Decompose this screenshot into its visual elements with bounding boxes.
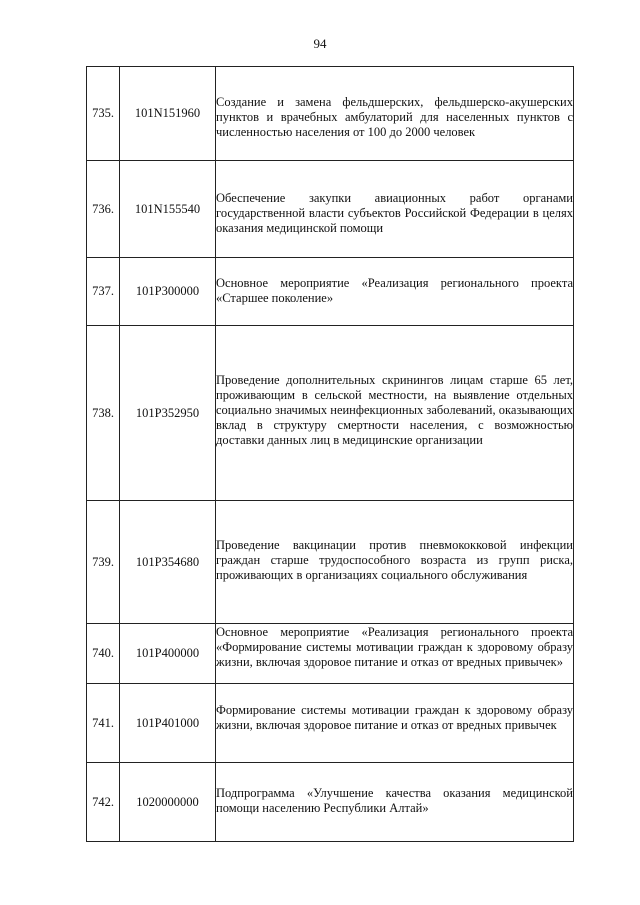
row-number: 740. xyxy=(87,624,120,684)
row-description xyxy=(216,624,574,684)
row-number: 738. xyxy=(87,326,120,501)
row-number: 735. xyxy=(87,67,120,161)
target-article-code: 101N155540 xyxy=(120,161,216,258)
row-description-text: Формирование системы мотивации граждан к здоровому образу жизни, включая здоровое питание и отказ от вредных привычек xyxy=(216,703,573,732)
table-row xyxy=(87,501,574,624)
row-description-text: Подпрограмма «Улучшение качества оказания медицинской помощи населению Республики Алтай» xyxy=(216,786,573,815)
budget-classification-table xyxy=(86,66,574,842)
page-number: 94 xyxy=(313,36,327,51)
table-row xyxy=(87,763,574,842)
row-number: 741. xyxy=(87,684,120,763)
target-article-code: 101N151960 xyxy=(120,67,216,161)
target-article-code: 101P400000 xyxy=(120,624,216,684)
row-number: 739. xyxy=(87,501,120,624)
row-description xyxy=(216,684,574,763)
row-description-text: Проведение вакцинации против пневмококковой инфекции граждан старше трудоспособного возраста из групп риска, проживающих в организациях социального обслуживания xyxy=(216,538,573,582)
row-description xyxy=(216,326,574,501)
target-article-code: 101P352950 xyxy=(120,326,216,501)
row-description-text: Обеспечение закупки авиационных работ органами государственной власти субъектов Российской Федерации в целях оказания медицинской помощи xyxy=(216,191,573,235)
table-row xyxy=(87,258,574,326)
target-article-code: 101P300000 xyxy=(120,258,216,326)
table-row xyxy=(87,684,574,763)
row-description-text: Проведение дополнительных скринингов лицам старше 65 лет, проживающим в сельской местности, на выявление отдельных социально значимых неинфекционных заболеваний, оказывающих вклад в структуру смертности населения, с возможностью доставки данных лиц в медицинские организации xyxy=(216,373,573,447)
row-description xyxy=(216,501,574,624)
row-number: 736. xyxy=(87,161,120,258)
row-description xyxy=(216,161,574,258)
row-number: 742. xyxy=(87,763,120,842)
target-article-code: 101P354680 xyxy=(120,501,216,624)
table-row xyxy=(87,161,574,258)
row-description xyxy=(216,258,574,326)
table-row xyxy=(87,624,574,684)
row-description-text: Основное мероприятие «Реализация регионального проекта «Формирование системы мотивации граждан к здоровому образу жизни, включая здоровое питание и отказ от вредных привычек» xyxy=(216,625,573,669)
row-description xyxy=(216,763,574,842)
target-article-code: 101P401000 xyxy=(120,684,216,763)
table-row xyxy=(87,67,574,161)
target-article-code: 1020000000 xyxy=(120,763,216,842)
row-number: 737. xyxy=(87,258,120,326)
row-description xyxy=(216,67,574,161)
row-description-text: Основное мероприятие «Реализация регионального проекта «Старшее поколение» xyxy=(216,276,573,305)
row-description-text: Создание и замена фельдшерских, фельдшерско-акушерских пунктов и врачебных амбулаторий для населенных пунктов с численностью населения от 100 до 2000 человек xyxy=(216,95,573,139)
table-row xyxy=(87,326,574,501)
